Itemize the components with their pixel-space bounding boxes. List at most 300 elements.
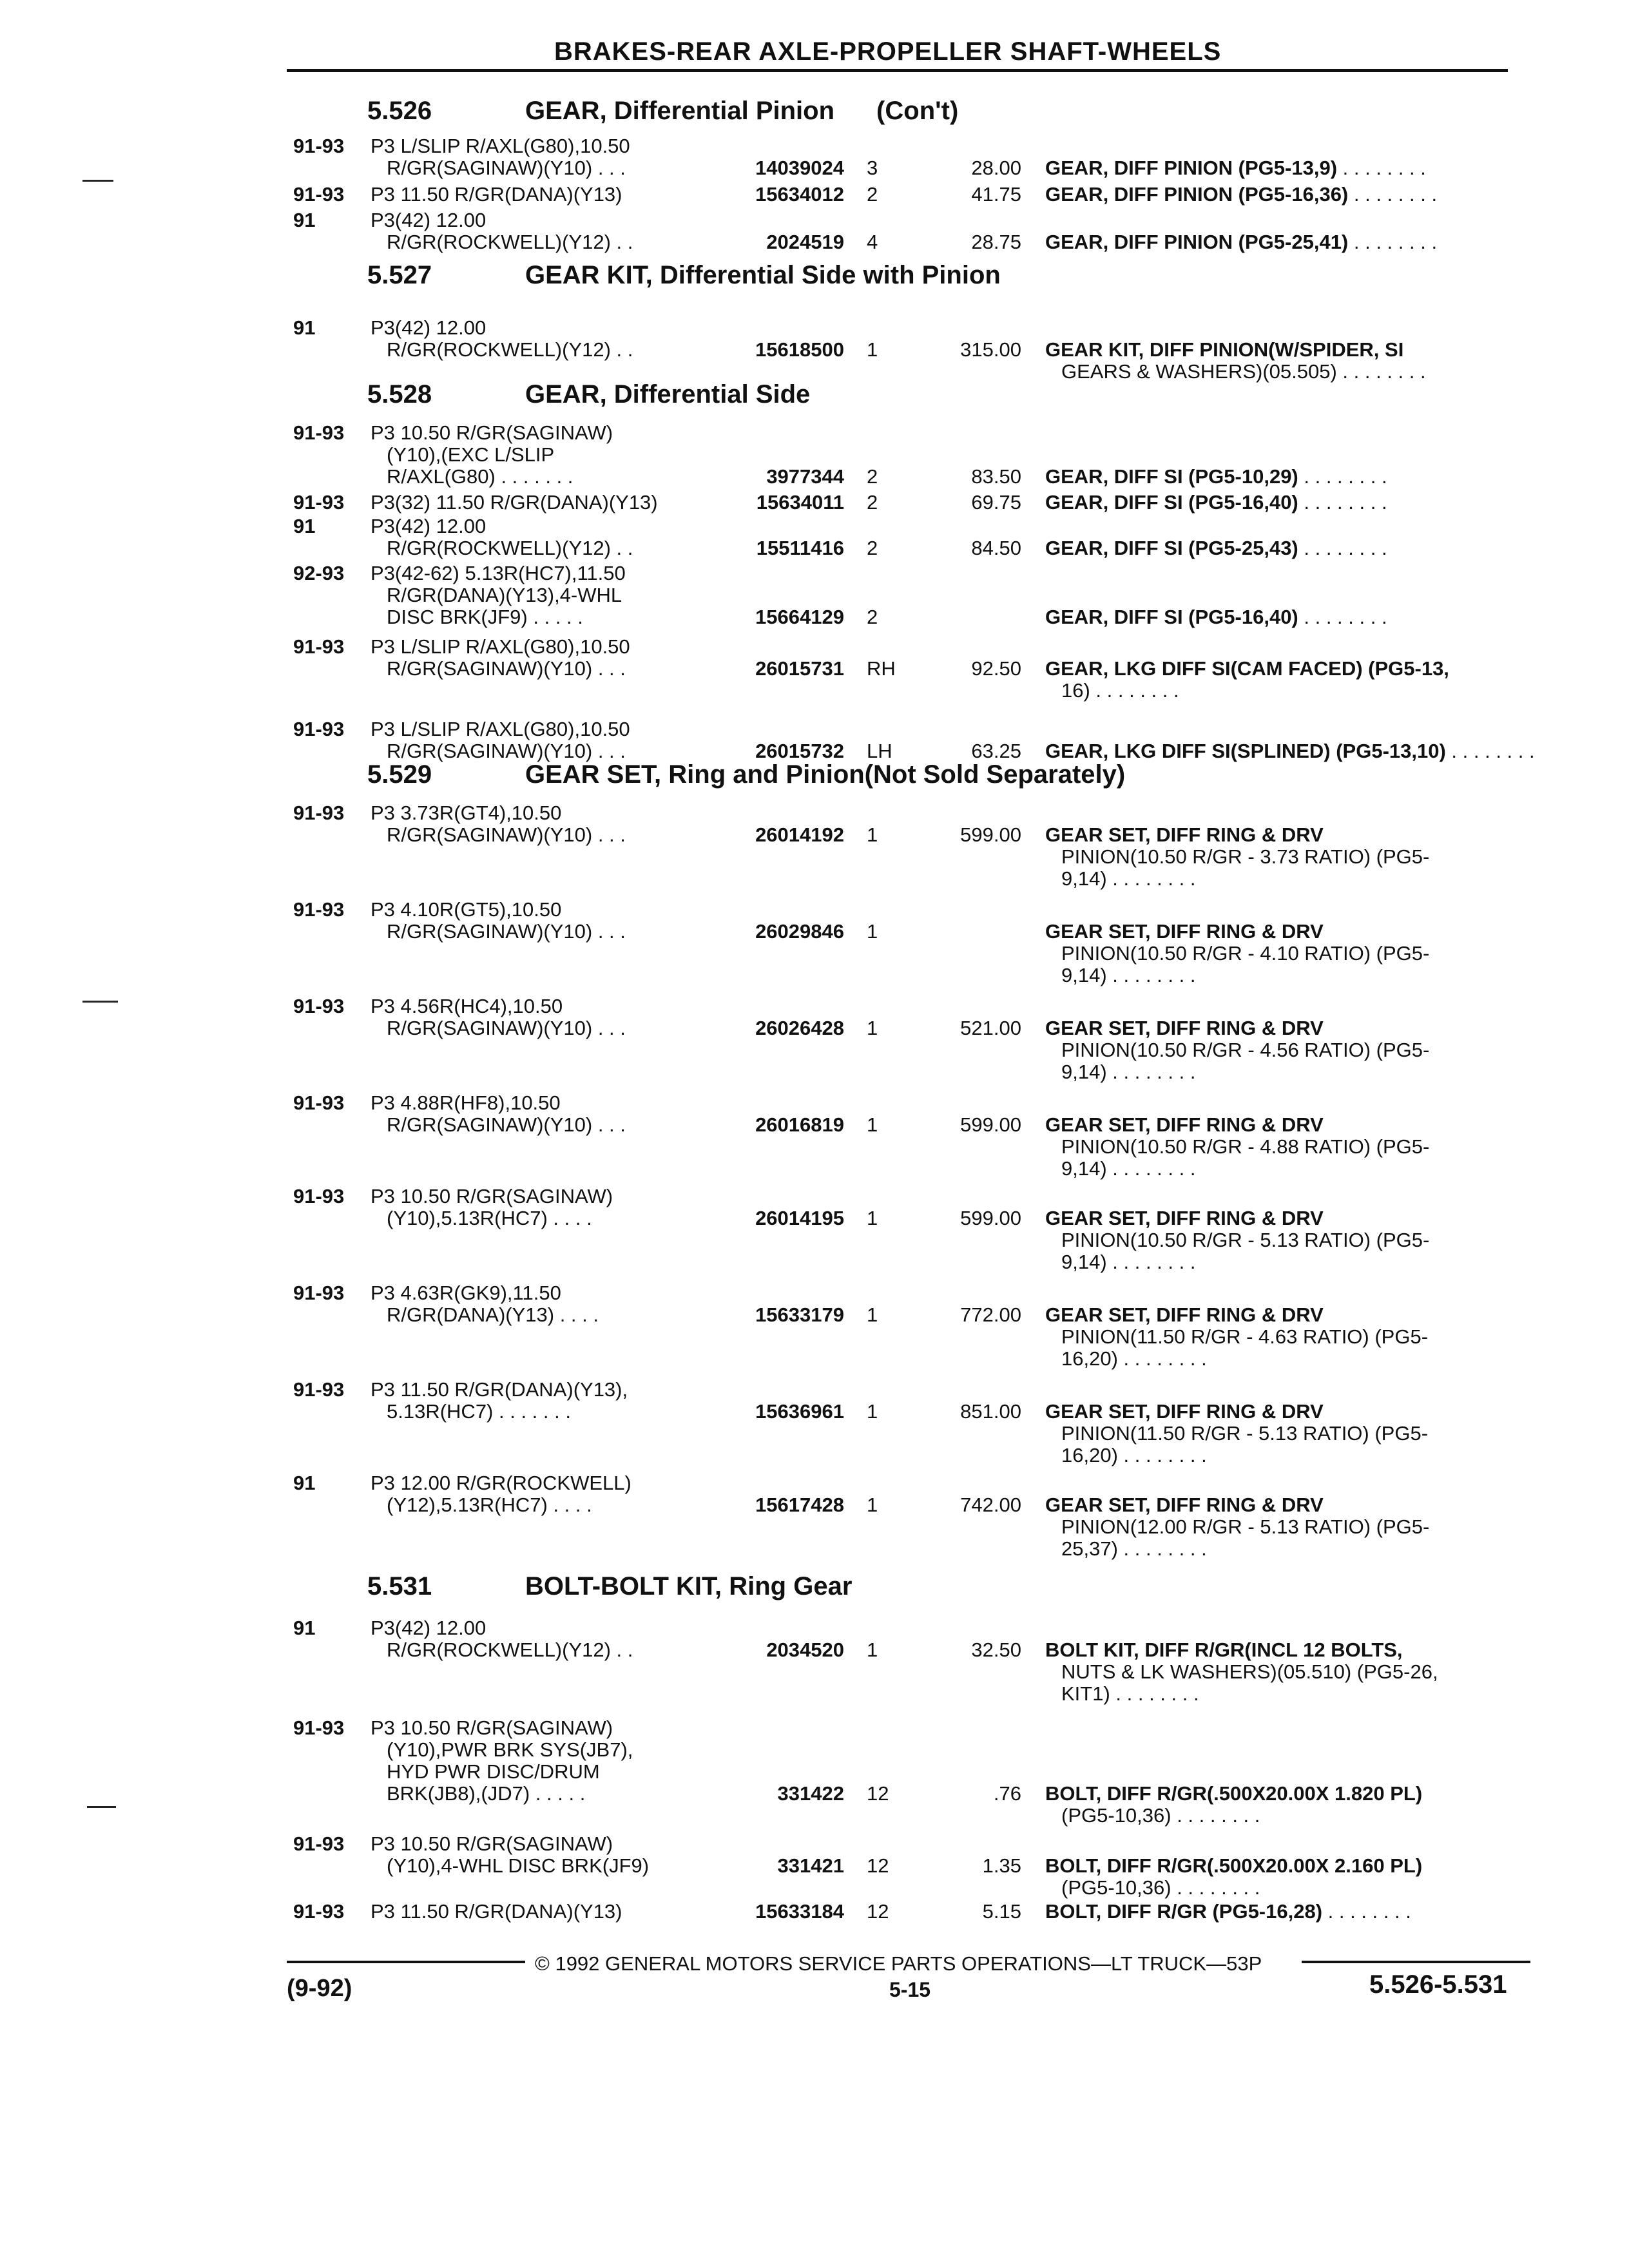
- dot-leader: . . . . . . . .: [1090, 679, 1179, 702]
- part-description-text: GEARS & WASHERS)(05.505): [1061, 360, 1337, 383]
- price: 28.00: [971, 157, 1021, 179]
- part-description-text: GEAR, DIFF SI (PG5-25,43): [1045, 537, 1298, 559]
- dot-leader: . .: [610, 338, 633, 361]
- part-number: 15633179: [755, 1303, 844, 1326]
- section-number: 5.527: [367, 261, 432, 289]
- part-description: [1045, 1207, 1429, 1273]
- part-description-line: [1045, 1805, 1422, 1827]
- table-row: [0, 898, 1629, 986]
- quantity: 1: [867, 1639, 878, 1661]
- part-description-text: 16,20): [1061, 1347, 1118, 1370]
- part-description-text: (PG5-10,36): [1061, 1804, 1171, 1827]
- dot-leader: . . .: [592, 920, 626, 943]
- part-description-text: 16,20): [1061, 1444, 1118, 1466]
- description-line: R/GR(SAGINAW)(Y10) . . .: [387, 920, 626, 943]
- dot-leader: . . . . . . . .: [1110, 1682, 1199, 1705]
- dot-leader: . .: [610, 1639, 633, 1661]
- model-years: 91-93: [293, 1185, 345, 1207]
- application-description: [371, 995, 626, 1039]
- part-description: [1045, 1494, 1429, 1560]
- part-number: 331421: [777, 1854, 844, 1877]
- quantity: RH: [867, 657, 896, 680]
- dot-leader: . . . .: [547, 1494, 592, 1516]
- section-number: 5.529: [367, 760, 432, 789]
- part-description-line: [1045, 1251, 1429, 1273]
- quantity: 12: [867, 1782, 889, 1805]
- part-description: [1045, 537, 1387, 559]
- part-number: 26015732: [755, 740, 844, 762]
- part-description-line: [1045, 1877, 1422, 1899]
- application-description: [371, 515, 633, 559]
- part-description-text: 9,14): [1061, 1157, 1107, 1180]
- dot-leader: . . . . . . . .: [1117, 1444, 1207, 1466]
- dot-leader: . . . . . . . .: [1298, 491, 1387, 514]
- part-description: [1045, 466, 1387, 488]
- part-number: 14039024: [755, 157, 844, 179]
- table-row: [0, 1617, 1629, 1705]
- part-description-text: GEAR, DIFF PINION (PG5-25,41): [1045, 231, 1349, 253]
- description-line: P3(42-62) 5.13R(HC7),11.50: [371, 562, 626, 584]
- quantity: 1: [867, 338, 878, 361]
- part-number: 2024519: [766, 231, 844, 253]
- table-row: [0, 1091, 1629, 1180]
- description-line: P3 10.50 R/GR(SAGINAW): [371, 1716, 613, 1739]
- part-description-line: [1045, 1855, 1422, 1877]
- model-years: 91: [293, 1617, 316, 1639]
- part-description-line: [1045, 1901, 1411, 1923]
- part-number: 15511416: [756, 537, 844, 559]
- dot-leader: . . . . . . . .: [1298, 606, 1387, 628]
- part-description: [1045, 824, 1429, 890]
- quantity: 2: [867, 606, 878, 628]
- model-years: 91: [293, 515, 316, 537]
- application-description: [371, 1901, 622, 1923]
- model-years: 91-93: [293, 421, 345, 444]
- dot-leader: . . . .: [547, 1207, 592, 1229]
- part-description-text: GEAR, DIFF PINION (PG5-13,9): [1045, 157, 1338, 179]
- description-line: R/GR(DANA)(Y13),4-WHL: [387, 584, 622, 606]
- dot-leader: . . . . . . .: [495, 465, 574, 488]
- application-description: [371, 899, 626, 943]
- part-description-line: [1045, 1348, 1428, 1370]
- part-description-text: GEAR SET, DIFF RING & DRV: [1045, 1494, 1324, 1516]
- section-range: 5.526-5.531: [1369, 1970, 1507, 1999]
- model-years: 91-93: [293, 491, 345, 514]
- part-description-line: [1045, 1229, 1429, 1251]
- part-description-line: [1045, 537, 1387, 559]
- table-row: [0, 635, 1629, 702]
- part-number: 15617428: [755, 1494, 844, 1516]
- part-description-line: [1045, 1061, 1429, 1083]
- part-description-text: 9,14): [1061, 867, 1107, 890]
- part-description-text: BOLT KIT, DIFF R/GR(INCL 12 BOLTS,: [1045, 1639, 1403, 1661]
- price: 1.35: [982, 1854, 1021, 1877]
- dot-leader: . . . . . . . .: [1106, 1061, 1196, 1083]
- dot-leader: . .: [610, 231, 633, 253]
- part-description: [1045, 740, 1535, 762]
- quantity: 3: [867, 157, 878, 179]
- part-description-line: [1045, 1326, 1428, 1348]
- table-row: [0, 1716, 1629, 1827]
- table-row: [0, 1901, 1629, 1923]
- part-description-text: PINION(10.50 R/GR - 4.10 RATIO) (PG5-: [1061, 942, 1430, 965]
- part-description-text: PINION(11.50 R/GR - 5.13 RATIO) (PG5-: [1061, 1422, 1429, 1445]
- part-description-text: GEAR, DIFF PINION (PG5-16,36): [1045, 183, 1349, 206]
- part-number: 15618500: [755, 338, 844, 361]
- model-years: 91: [293, 209, 316, 231]
- part-description-text: GEAR, DIFF SI (PG5-10,29): [1045, 465, 1298, 488]
- part-description-line: [1045, 1683, 1438, 1705]
- part-description-line: [1045, 1114, 1429, 1136]
- copyright-notice: © 1992 GENERAL MOTORS SERVICE PARTS OPERATIONS—LT TRUCK—53P: [535, 1952, 1262, 1975]
- description-line: (Y10),PWR BRK SYS(JB7),: [387, 1738, 633, 1761]
- dot-leader: . . . .: [554, 1303, 599, 1326]
- model-years: 91-93: [293, 1832, 345, 1855]
- description-line: P3 10.50 R/GR(SAGINAW): [371, 421, 613, 444]
- price: .76: [993, 1782, 1021, 1805]
- table-row: [0, 1832, 1629, 1899]
- part-description: [1045, 1639, 1438, 1705]
- part-description: [1045, 1783, 1422, 1827]
- price: 599.00: [960, 823, 1021, 846]
- part-number: 3977344: [766, 465, 844, 488]
- part-description-line: [1045, 1783, 1422, 1805]
- dot-leader: . . . . . . . .: [1106, 1251, 1196, 1273]
- dot-leader: . . .: [592, 1113, 626, 1136]
- part-description-text: GEAR, LKG DIFF SI(CAM FACED) (PG5-13,: [1045, 657, 1449, 680]
- section-title-text: GEAR SET, Ring and Pinion(Not Sold Separately): [525, 760, 1126, 789]
- dot-leader: . . . . . . . .: [1322, 1900, 1411, 1923]
- model-years: 91-93: [293, 1900, 345, 1923]
- description-line: R/GR(SAGINAW)(Y10) . . .: [387, 1113, 626, 1136]
- application-description: [371, 1282, 599, 1326]
- table-row: [0, 492, 1629, 514]
- dot-leader: . . . . . . . .: [1171, 1876, 1260, 1899]
- price: 315.00: [960, 338, 1021, 361]
- quantity: 1: [867, 1400, 878, 1423]
- part-number: 15636961: [755, 1400, 844, 1423]
- application-description: [371, 802, 626, 846]
- part-description-line: [1045, 1538, 1429, 1560]
- description-line: P3(42) 12.00: [371, 515, 487, 537]
- dot-leader: . . .: [592, 1017, 626, 1039]
- part-description-text: GEAR SET, DIFF RING & DRV: [1045, 823, 1324, 846]
- part-description-text: GEAR SET, DIFF RING & DRV: [1045, 920, 1324, 943]
- part-description: [1045, 606, 1387, 628]
- section-continued-label: (Con't): [876, 97, 959, 125]
- section-title: [525, 760, 1125, 789]
- page-title: BRAKES-REAR AXLE-PROPELLER SHAFT-WHEELS: [554, 37, 1222, 66]
- part-description-text: 9,14): [1061, 1251, 1107, 1273]
- part-description-line: [1045, 1136, 1429, 1158]
- quantity: 12: [867, 1900, 889, 1923]
- dot-leader: . . . . .: [527, 606, 583, 628]
- part-description: [1045, 1017, 1429, 1083]
- margin-mark: [87, 1806, 116, 1808]
- part-description-line: [1045, 1494, 1429, 1516]
- header-rule: [287, 69, 1508, 72]
- description-line: BRK(JB8),(JD7) . . . . .: [387, 1782, 586, 1805]
- part-description: [1045, 921, 1429, 986]
- part-description-line: [1045, 339, 1426, 361]
- description-line: P3 11.50 R/GR(DANA)(Y13): [371, 1900, 622, 1923]
- part-description-text: BOLT, DIFF R/GR (PG5-16,28): [1045, 1900, 1323, 1923]
- price: 41.75: [971, 183, 1021, 206]
- table-row: [0, 718, 1629, 762]
- description-line: R/GR(ROCKWELL)(Y12) . .: [387, 1639, 633, 1661]
- table-row: [0, 135, 1629, 179]
- application-description: [371, 317, 633, 361]
- table-row: [0, 316, 1629, 383]
- part-number: 26014192: [755, 823, 844, 846]
- part-description-text: NUTS & LK WASHERS)(05.510) (PG5-26,: [1061, 1660, 1438, 1683]
- section-number: 5.531: [367, 1572, 432, 1600]
- part-description-text: 25,37): [1061, 1537, 1118, 1560]
- part-description: [1045, 658, 1449, 702]
- application-description: [371, 209, 633, 253]
- part-description-text: GEAR SET, DIFF RING & DRV: [1045, 1400, 1324, 1423]
- description-line: P3(42) 12.00: [371, 1617, 487, 1639]
- part-description-text: GEAR SET, DIFF RING & DRV: [1045, 1113, 1324, 1136]
- table-row: [0, 1282, 1629, 1370]
- dot-leader: . . . . . . . .: [1348, 183, 1438, 206]
- part-description-line: [1045, 1017, 1429, 1039]
- part-description-text: GEAR, DIFF SI (PG5-16,40): [1045, 491, 1298, 514]
- model-years: 91-93: [293, 1282, 345, 1304]
- part-description-line: [1045, 680, 1449, 702]
- section-title: [525, 380, 810, 409]
- part-description: [1045, 184, 1437, 206]
- description-line: R/GR(SAGINAW)(Y10) . . .: [387, 823, 626, 846]
- price: 63.25: [971, 740, 1021, 762]
- part-description-text: PINION(11.50 R/GR - 4.63 RATIO) (PG5-: [1061, 1325, 1429, 1348]
- part-description-text: (PG5-10,36): [1061, 1876, 1171, 1899]
- application-description: [371, 184, 622, 206]
- part-description-line: [1045, 157, 1426, 179]
- part-number: 26015731: [755, 657, 844, 680]
- quantity: 1: [867, 1303, 878, 1326]
- dot-leader: . . . . . . . .: [1117, 1537, 1207, 1560]
- part-description: [1045, 1901, 1411, 1923]
- quantity: 1: [867, 920, 878, 943]
- price: 851.00: [960, 1400, 1021, 1423]
- quantity: 1: [867, 1207, 878, 1229]
- model-years: 91-93: [293, 1716, 345, 1739]
- description-line: DISC BRK(JF9) . . . . .: [387, 606, 583, 628]
- part-description-line: [1045, 868, 1429, 890]
- quantity: 4: [867, 231, 878, 253]
- table-row: [0, 1185, 1629, 1273]
- model-years: 91-93: [293, 183, 345, 206]
- description-line: P3 4.10R(GT5),10.50: [371, 898, 562, 921]
- price: 5.15: [982, 1900, 1021, 1923]
- dot-leader: . . . . . . . .: [1106, 1157, 1196, 1180]
- price: 32.50: [971, 1639, 1021, 1661]
- description-line: P3 11.50 R/GR(DANA)(Y13),: [371, 1378, 628, 1401]
- model-years: 91-93: [293, 802, 345, 824]
- dot-leader: . . .: [592, 823, 626, 846]
- application-description: [371, 1186, 613, 1229]
- model-years: 91-93: [293, 1378, 345, 1401]
- quantity: 2: [867, 465, 878, 488]
- part-description-line: [1045, 1158, 1429, 1180]
- model-years: 91-93: [293, 718, 345, 740]
- table-row: [0, 422, 1629, 488]
- model-years: 91: [293, 1472, 316, 1494]
- model-years: 91-93: [293, 898, 345, 921]
- part-description-line: [1045, 1445, 1428, 1466]
- price: 772.00: [960, 1303, 1021, 1326]
- part-number: 2034520: [766, 1639, 844, 1661]
- table-row: [0, 184, 1629, 206]
- description-line: R/GR(SAGINAW)(Y10) . . .: [387, 740, 626, 762]
- part-description-line: [1045, 606, 1387, 628]
- part-description-text: GEAR SET, DIFF RING & DRV: [1045, 1017, 1324, 1039]
- part-description-line: [1045, 231, 1437, 253]
- part-description-line: [1045, 361, 1426, 383]
- part-number: 15634011: [756, 491, 844, 514]
- part-description-text: GEAR SET, DIFF RING & DRV: [1045, 1207, 1324, 1229]
- section-title-text: GEAR KIT, Differential Side with Pinion: [525, 261, 1001, 289]
- price: 599.00: [960, 1207, 1021, 1229]
- part-description-line: [1045, 965, 1429, 986]
- description-line: 5.13R(HC7) . . . . . . .: [387, 1400, 571, 1423]
- model-years: 91-93: [293, 135, 345, 157]
- description-line: P3(42) 12.00: [371, 316, 487, 339]
- description-line: P3 L/SLIP R/AXL(G80),10.50: [371, 635, 630, 658]
- part-description-line: [1045, 1207, 1429, 1229]
- part-description-line: [1045, 740, 1535, 762]
- part-description-text: GEAR, LKG DIFF SI(SPLINED) (PG5-13,10): [1045, 740, 1446, 762]
- part-description-text: PINION(10.50 R/GR - 4.56 RATIO) (PG5-: [1061, 1039, 1430, 1061]
- part-description-line: [1045, 1516, 1429, 1538]
- revision-date: (9-92): [287, 1975, 352, 2002]
- part-description-line: [1045, 492, 1387, 514]
- part-description-text: BOLT, DIFF R/GR(.500X20.00X 1.820 PL): [1045, 1782, 1423, 1805]
- model-years: 92-93: [293, 562, 345, 584]
- description-line: (Y10),5.13R(HC7) . . . .: [387, 1207, 592, 1229]
- table-row: [0, 562, 1629, 628]
- application-description: [371, 1717, 633, 1805]
- part-description: [1045, 1114, 1429, 1180]
- table-row: [0, 995, 1629, 1083]
- part-number: 15633184: [755, 1900, 844, 1923]
- part-number: 15664129: [755, 606, 844, 628]
- description-line: R/GR(SAGINAW)(Y10) . . .: [387, 657, 626, 680]
- description-line: P3 L/SLIP R/AXL(G80),10.50: [371, 718, 630, 740]
- part-description-line: [1045, 824, 1429, 846]
- margin-mark: [82, 180, 113, 182]
- part-description-text: 9,14): [1061, 1061, 1107, 1083]
- footer-rule-right: [1302, 1961, 1530, 1963]
- part-description-line: [1045, 466, 1387, 488]
- description-line: R/GR(SAGINAW)(Y10) . . .: [387, 1017, 626, 1039]
- quantity: LH: [867, 740, 892, 762]
- part-description: [1045, 1304, 1428, 1370]
- dot-leader: . . .: [592, 740, 626, 762]
- dot-leader: . . . . . . . .: [1298, 537, 1387, 559]
- page-number: 5-15: [889, 1978, 931, 2001]
- section-title-text: GEAR, Differential Pinion: [525, 97, 835, 125]
- model-years: 91-93: [293, 995, 345, 1017]
- part-description: [1045, 1401, 1428, 1466]
- part-description-text: 16): [1061, 679, 1090, 702]
- part-description: [1045, 492, 1387, 514]
- description-line: P3 10.50 R/GR(SAGINAW): [371, 1832, 613, 1855]
- quantity: 1: [867, 823, 878, 846]
- part-description-line: [1045, 1401, 1428, 1423]
- description-line: (Y10),4-WHL DISC BRK(JF9): [387, 1854, 650, 1877]
- part-number: 26029846: [755, 920, 844, 943]
- description-line: P3 4.63R(GK9),11.50: [371, 1282, 561, 1304]
- description-line: R/GR(SAGINAW)(Y10) . . .: [387, 157, 626, 179]
- table-row: [0, 1378, 1629, 1466]
- dot-leader: . . . . . . . .: [1298, 465, 1387, 488]
- part-description-line: [1045, 846, 1429, 868]
- dot-leader: . . . . . . . .: [1117, 1347, 1207, 1370]
- part-description-text: PINION(10.50 R/GR - 3.73 RATIO) (PG5-: [1061, 845, 1430, 868]
- price: 83.50: [971, 465, 1021, 488]
- description-line: R/GR(ROCKWELL)(Y12) . .: [387, 338, 633, 361]
- description-line: R/AXL(G80) . . . . . . .: [387, 465, 574, 488]
- part-description-text: PINION(12.00 R/GR - 5.13 RATIO) (PG5-: [1061, 1515, 1430, 1538]
- part-description-line: [1045, 1639, 1438, 1661]
- section-number: 5.528: [367, 380, 432, 408]
- part-description-text: GEAR SET, DIFF RING & DRV: [1045, 1303, 1324, 1326]
- quantity: 2: [867, 491, 878, 514]
- dot-leader: . . . . . . . .: [1337, 157, 1426, 179]
- description-line: P3(32) 11.50 R/GR(DANA)(Y13): [371, 491, 658, 514]
- part-description-line: [1045, 943, 1429, 965]
- part-number: 26026428: [755, 1017, 844, 1039]
- part-description-line: [1045, 1039, 1429, 1061]
- application-description: [371, 718, 630, 762]
- description-line: R/GR(DANA)(Y13) . . . .: [387, 1303, 599, 1326]
- application-description: [371, 492, 658, 514]
- dot-leader: . .: [610, 537, 633, 559]
- table-row: [0, 1472, 1629, 1560]
- price: 84.50: [971, 537, 1021, 559]
- model-years: 91-93: [293, 635, 345, 658]
- price: 742.00: [960, 1494, 1021, 1516]
- part-description-text: GEAR KIT, DIFF PINION(W/SPIDER, SI: [1045, 338, 1404, 361]
- section-title: [525, 261, 1001, 290]
- part-description-text: BOLT, DIFF R/GR(.500X20.00X 2.160 PL): [1045, 1854, 1423, 1877]
- description-line: P3 11.50 R/GR(DANA)(Y13): [371, 183, 622, 206]
- application-description: [371, 1617, 633, 1661]
- quantity: 2: [867, 537, 878, 559]
- part-description-line: [1045, 1304, 1428, 1326]
- section-title: [525, 1572, 852, 1601]
- description-line: P3 3.73R(GT4),10.50: [371, 802, 562, 824]
- part-description-text: 9,14): [1061, 964, 1107, 986]
- dot-leader: . . . . . . . .: [1445, 740, 1535, 762]
- quantity: 1: [867, 1017, 878, 1039]
- application-description: [371, 1472, 631, 1516]
- application-description: [371, 1092, 626, 1136]
- description-line: P3 10.50 R/GR(SAGINAW): [371, 1185, 613, 1207]
- part-number: 26016819: [755, 1113, 844, 1136]
- description-line: P3 4.56R(HC4),10.50: [371, 995, 563, 1017]
- section-number: 5.526: [367, 97, 432, 125]
- section-title-text: BOLT-BOLT KIT, Ring Gear: [525, 1572, 853, 1600]
- part-description-line: [1045, 921, 1429, 943]
- part-description-line: [1045, 184, 1437, 206]
- part-description-line: [1045, 658, 1449, 680]
- application-description: [371, 562, 626, 628]
- part-number: 15634012: [755, 183, 844, 206]
- dot-leader: . . . . . . .: [493, 1400, 571, 1423]
